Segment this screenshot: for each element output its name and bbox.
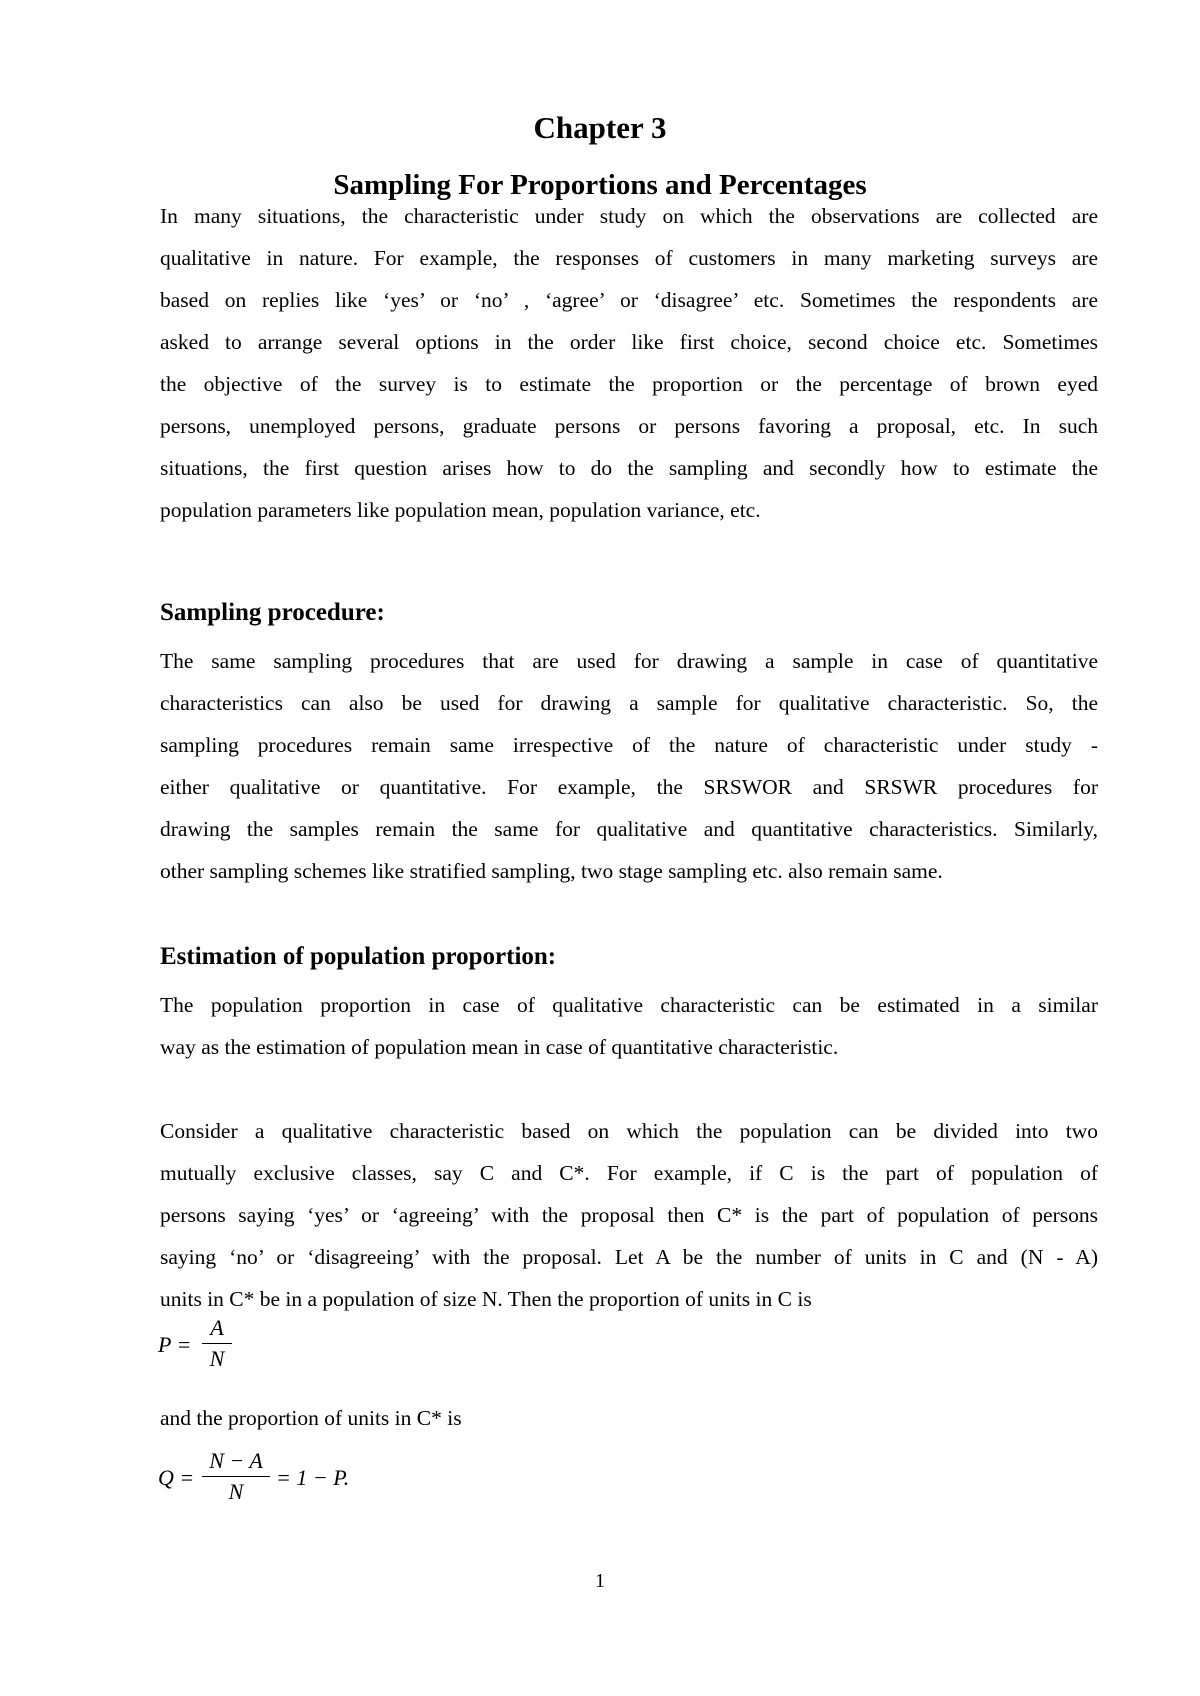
chapter-number: Chapter 3 xyxy=(533,110,667,145)
text-line: either qualitative or quantitative. For example, the SRSWOR and SRSWR procedures for xyxy=(160,775,1098,799)
chapter-title: Sampling For Proportions and Percentages xyxy=(333,169,867,201)
intro-paragraph xyxy=(160,195,1098,531)
text-line: based on replies like ‘yes’ or ‘no’ , ‘agree’ or ‘disagree’ etc. Sometimes the respondents are xyxy=(160,288,1098,312)
text-line: way as the estimation of population mean in case of quantitative characteristic. xyxy=(160,1035,839,1059)
sampling-procedure-paragraph xyxy=(160,640,1098,892)
text-line: sampling procedures remain same irrespective of the nature of characteristic under study - xyxy=(160,733,1098,757)
text-line: population parameters like population mean, population variance, etc. xyxy=(160,498,761,522)
page-number: 1 xyxy=(595,1570,605,1592)
formula-q xyxy=(158,1448,418,1508)
classes-paragraph xyxy=(160,1110,1098,1320)
text-line: the objective of the survey is to estimate the proportion or the percentage of brown eyed xyxy=(160,372,1098,396)
fraction-bar xyxy=(202,1343,232,1344)
text-line: The population proportion in case of qualitative characteristic can be estimated in a similar xyxy=(160,993,1098,1017)
section-heading-estimation: Estimation of population proportion: xyxy=(160,943,557,970)
text-line: drawing the samples remain the same for qualitative and quantitative characteristics. Similarly, xyxy=(160,817,1098,841)
fraction-bar xyxy=(202,1476,270,1477)
formula-q-rhs: = 1 − P. xyxy=(276,1465,350,1490)
text-line: The same sampling procedures that are used for drawing a sample in case of quantitative xyxy=(160,649,1098,673)
text-line: other sampling schemes like stratified sampling, two stage sampling etc. also remain same. xyxy=(160,859,943,883)
text-line: persons, unemployed persons, graduate persons or persons favoring a proposal, etc. In such xyxy=(160,414,1098,438)
formula-p-numerator: A xyxy=(210,1315,224,1340)
text-line: and the proportion of units in C* is xyxy=(160,1406,462,1430)
formula-p-lhs: P = xyxy=(158,1332,192,1357)
formula-q-lhs: Q = xyxy=(158,1465,195,1490)
text-line: situations, the first question arises how to do the sampling and secondly how to estimate the xyxy=(160,456,1098,480)
between-formulas-text xyxy=(160,1397,1098,1439)
text-line: In many situations, the characteristic under study on which the observations are collected are xyxy=(160,204,1098,228)
text-line: qualitative in nature. For example, the responses of customers in many marketing surveys are xyxy=(160,246,1098,270)
text-line: asked to arrange several options in the order like first choice, second choice etc. Sometimes xyxy=(160,330,1098,354)
formula-q-denominator: N xyxy=(228,1479,244,1504)
section-heading-sampling-procedure: Sampling procedure: xyxy=(160,599,385,626)
text-line: characteristics can also be used for drawing a sample for qualitative characteristic. So, the xyxy=(160,691,1098,715)
text-line: mutually exclusive classes, say C and C*. For example, if C is the part of population of xyxy=(160,1161,1098,1185)
formula-p-fraction xyxy=(202,1315,232,1372)
formula-q-fraction xyxy=(202,1448,270,1505)
formula-p-denominator: N xyxy=(209,1346,225,1371)
formula-q-numerator: N − A xyxy=(209,1448,263,1473)
text-line: saying ‘no’ or ‘disagreeing’ with the proposal. Let A be the number of units in C and (N - A) xyxy=(160,1245,1098,1269)
formula-p xyxy=(158,1315,278,1375)
text-line: units in C* be in a population of size N. Then the proportion of units in C is xyxy=(160,1287,812,1311)
text-line: Consider a qualitative characteristic based on which the population can be divided into two xyxy=(160,1119,1098,1143)
text-line: persons saying ‘yes’ or ‘agreeing’ with the proposal then C* is the part of population of persons xyxy=(160,1203,1098,1227)
estimation-paragraph xyxy=(160,984,1098,1068)
